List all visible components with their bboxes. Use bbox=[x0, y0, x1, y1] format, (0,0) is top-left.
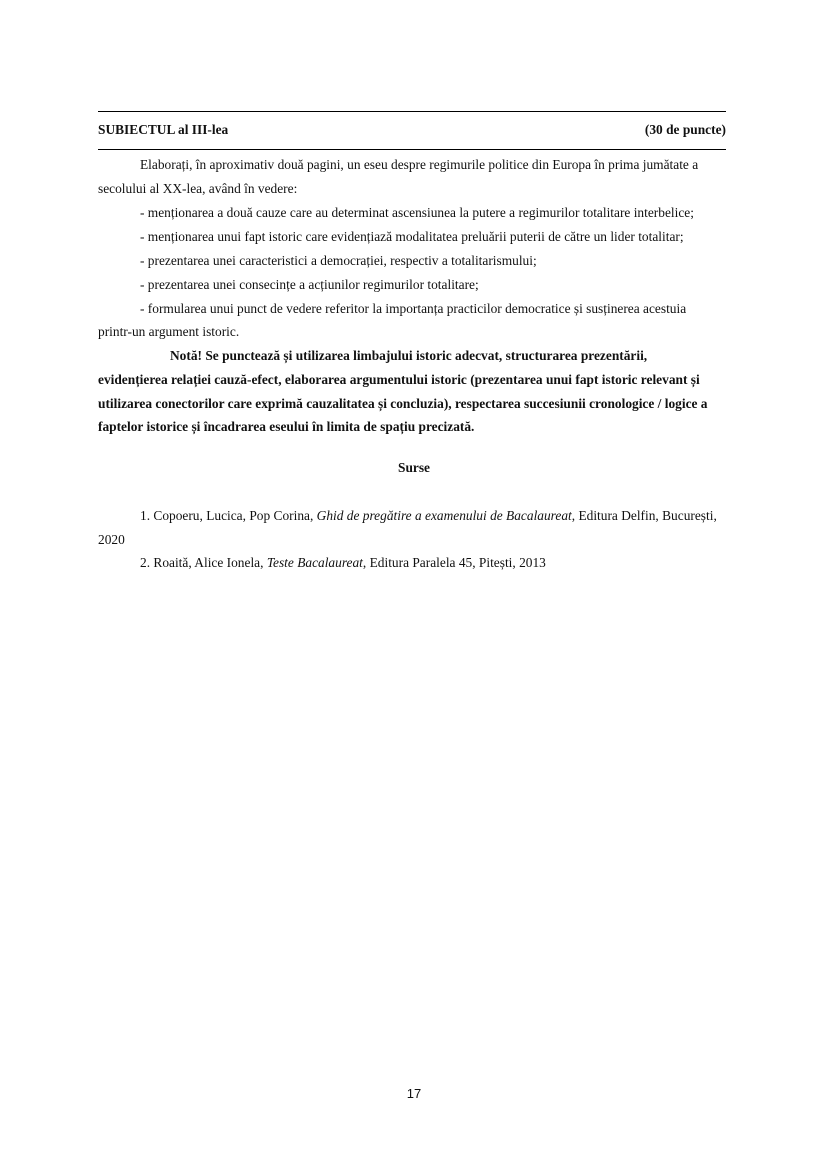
task-item: - prezentarea unei consecințe a acțiunilor regimurilor totalitare; bbox=[140, 277, 479, 292]
source-1 bbox=[140, 508, 717, 524]
source-1-title: Ghid de pregătire a examenului de Bacalaureat bbox=[316, 508, 572, 523]
bottom-rule bbox=[98, 149, 726, 150]
top-rule bbox=[98, 111, 726, 112]
task-item: - formularea unui punct de vedere referitor la importanța practicilor democratice și susținerea acestuia bbox=[140, 301, 687, 316]
task-item-continuation: printr-un argument istoric. bbox=[98, 324, 240, 339]
note-line2: evidențierea relației cauză-efect, elaborarea argumentului istoric (prezentarea unui fapt istoric relevant și bbox=[98, 372, 700, 387]
task-intro-line1: Elaborați, în aproximativ două pagini, un eseu despre regimurile politice din Europa în prima jumătate a bbox=[140, 157, 699, 172]
page-number: 17 bbox=[406, 1086, 422, 1101]
source-2-title: Teste Bacalaureat bbox=[266, 555, 363, 570]
source-2-authors: 2. Roaită, Alice Ionela, bbox=[140, 555, 267, 570]
source-1-authors: 1. Copoeru, Lucica, Pop Corina, bbox=[140, 508, 317, 523]
task-item: - menționarea a două cauze care au determinat ascensiunea la putere a regimurilor totalitare interbelice; bbox=[140, 205, 694, 220]
note-line3: utilizarea conectorilor care exprimă cauzalitatea și concluzia), respectarea succesiunii cronologice / logice a bbox=[98, 396, 708, 411]
source-2-publisher: , Editura Paralela 45, Pitești, 2013 bbox=[362, 555, 546, 570]
note-line1: Notă! Se punctează și utilizarea limbajului istoric adecvat, structurarea prezentării, bbox=[170, 348, 648, 363]
task-item: - menționarea unui fapt istoric care evidențiază modalitatea preluării puterii de către un lider totalitar; bbox=[140, 229, 684, 244]
task-intro-line2: secolului al XX-lea, având în vedere: bbox=[98, 181, 298, 196]
sources-heading: Surse bbox=[398, 460, 430, 475]
source-2 bbox=[140, 555, 546, 571]
section-title: SUBIECTUL al III-lea bbox=[98, 122, 229, 137]
note-line4: faptelor istorice și încadrarea eseului în limita de spațiu precizată. bbox=[98, 419, 475, 434]
source-1-publisher: , Editura Delfin, București, bbox=[571, 508, 717, 523]
source-1-year: 2020 bbox=[98, 532, 125, 547]
section-points: (30 de puncte) bbox=[644, 122, 726, 137]
task-item: - prezentarea unei caracteristici a democrației, respectiv a totalitarismului; bbox=[140, 253, 537, 268]
